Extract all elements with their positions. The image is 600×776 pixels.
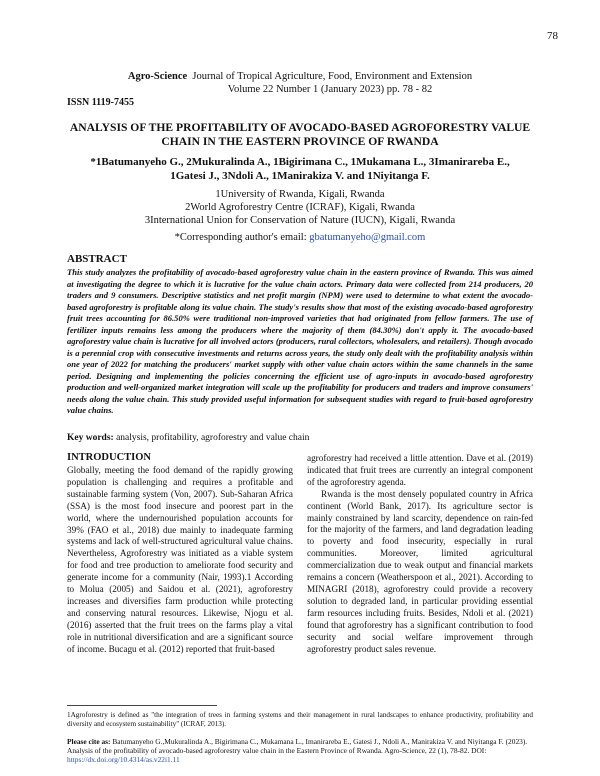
journal-short-name: Agro-Science (127, 71, 188, 82)
introduction-heading: INTRODUCTION (67, 452, 152, 463)
citation-text: Batumanyeho G.,Mukuralinda A., Bigirimana C., Mukamana L., Imanirareba E., Gatesi J., Ndoli A., Manirakiza V. and Niyitanga F. (2023). Analysis of the profitability of avocado-based agroforestry value chain in the Eastern Province of Rwanda. Agro-Science, 22 (1), 78-82. DOI: (67, 737, 528, 756)
abstract-text: This study analyzes the profitability of avocado-based agroforestry value chain in the eastern province of Rwanda. This was aimed at investigating the degree to which it is lucrative for the value chain actors. Primary data were collected from 214 producers, 20 traders and 9 consumers. Descriptive statistics and net profit margin (NPM) were used to determine to what extent the avocado-based agroforestry is profitable along its value chain. The study's results show that most of the existing avocado-based agroforestry fruit trees accounting for 86.50% were traditional non-improved varieties that had originated from fellow farmers. The use of fertilizer inputs remains less among the producers where the majority of them (84.30%) don't apply it. The avocado-based agroforestry value chain is lucrative for all involved actors (producers, rural collectors, wholesalers, and retailers). Though avocado is a perennial crop with consecutive investments and returns across years, the study only dealt with the profitability analysis within one year of 2022 for matching the producers' market supply with other value chain actors within the same channels in the same period. Designing and implementing the policies concerning the efficient use of agro-inputs in avocado-based agroforestry production and well-organized market integration will scale up the profitability for producers and traders and improve consumers' needs along the value chain. This study provided useful information for subsequent studies with regard to fruit-based agroforestry value chains. (67, 267, 533, 415)
issn: ISSN 1119-7455 (67, 97, 134, 108)
body-column-left (67, 465, 293, 656)
affiliation-1: 1University of Rwanda, Kigali, Rwanda (215, 189, 385, 200)
footnote-divider (67, 705, 217, 706)
intro-paragraph-1: Globally, meeting the food demand of the rapidly growing population is challenging and requires a profitable and sustainable farming system (Von, 2007). Sub-Saharan Africa (SSA) is the most food insecure and poorest part in the world, where the undernourished population accounts for 39% (FAO et al., 2018) due mainly to inadequate farming systems and lack of well-structured agricultural value chains. Nevertheless, Agroforestry was initiated as a viable system for food and tree production to ameliorate food security and generate income for a community (Nair, 1993).1 According to Molua (2005) and Saidou et al. (2021), agroforestry increases and diversifies farm production while protecting and conserving natural resources. Likewise, Njogu et al. (2016) asserted that the fruit trees on the farms play a vital role in nutritional diversification and are a significant source of income. Bucagu et al. (2012) reported that fruit-based (67, 465, 293, 654)
affiliations (60, 188, 540, 227)
footnote: 1Agroforestry is defined as "the integration of trees in farming systems and their management in rural landscapes to enhance productivity, profitability and diversity and ecosystem sustainability" (ICRAF, 2013). (67, 711, 533, 728)
citation-block (67, 737, 533, 765)
corresponding-email-link[interactable]: gbatumanyeho@gmail.com (309, 232, 426, 243)
intro-paragraph-2: Rwanda is the most densely populated country in Africa continent (World Bank, 2017). Its agriculture sector is mainly constrained by land scarcity, dependence on rain-fed for the majority of the farmers, and land degradation leading to poverty and food insecurity, especially in rural communities. Moreover, limited agricultural commercialization due to weak output and financial markets remains a concern (Weatherspoon et al., 2021). According to MINAGRI (2018), agroforestry could provide a recovery solution to degraded land, in particular providing essential farm resources including fruits. Besides, Ndoli et al. (2021) found that agroforestry has a significant contribution to food security and social welfare improvement through agroforestry product sales revenue. (307, 488, 533, 654)
affiliation-3: 3International Union for Conservation of Nature (IUCN), Kigali, Rwanda (144, 215, 456, 226)
author-list (80, 155, 520, 183)
keywords-label: Key words: (67, 433, 114, 443)
corresponding-author (60, 232, 540, 243)
doi-link[interactable]: https://dx.doi.org/10.4314/as.v22i1.11 (67, 755, 180, 765)
corresponding-label: *Corresponding author's email: (174, 232, 307, 243)
citation-label: Please cite as: (67, 737, 111, 746)
journal-full-name: Journal of Tropical Agriculture, Food, Environment and Extension (192, 71, 473, 82)
abstract-heading: ABSTRACT (67, 253, 127, 265)
body-column-right (307, 453, 533, 655)
keywords-text: analysis, profitability, agroforestry and value chain (116, 433, 310, 443)
authors-line-1: *1Batumanyeho G., 2Mukuralinda A., 1Bigirimana C., 1Mukamana L., 3Imanirareba E., (90, 156, 510, 168)
intro-paragraph-1-cont: agroforestry had received a little attention. Dave et al. (2019) indicated that fruit trees are currently an integral component of the agroforestry agenda. (307, 453, 533, 487)
volume-line: Volume 22 Number 1 (January 2023) pp. 78 - 82 (227, 84, 433, 95)
keywords (67, 433, 309, 443)
authors-line-2: 1Gatesi J., 3Ndoli A., 1Manirakiza V. and 1Niyitanga F. (170, 170, 430, 182)
page-number: 78 (547, 30, 558, 42)
journal-header (0, 70, 600, 96)
affiliation-2: 2World Agroforestry Centre (ICRAF), Kigali, Rwanda (185, 202, 415, 213)
paper-title: ANALYSIS OF THE PROFITABILITY OF AVOCADO-BASED AGROFORESTRY VALUE CHAIN IN THE EASTERN PROVINCE OF RWANDA (69, 121, 531, 148)
